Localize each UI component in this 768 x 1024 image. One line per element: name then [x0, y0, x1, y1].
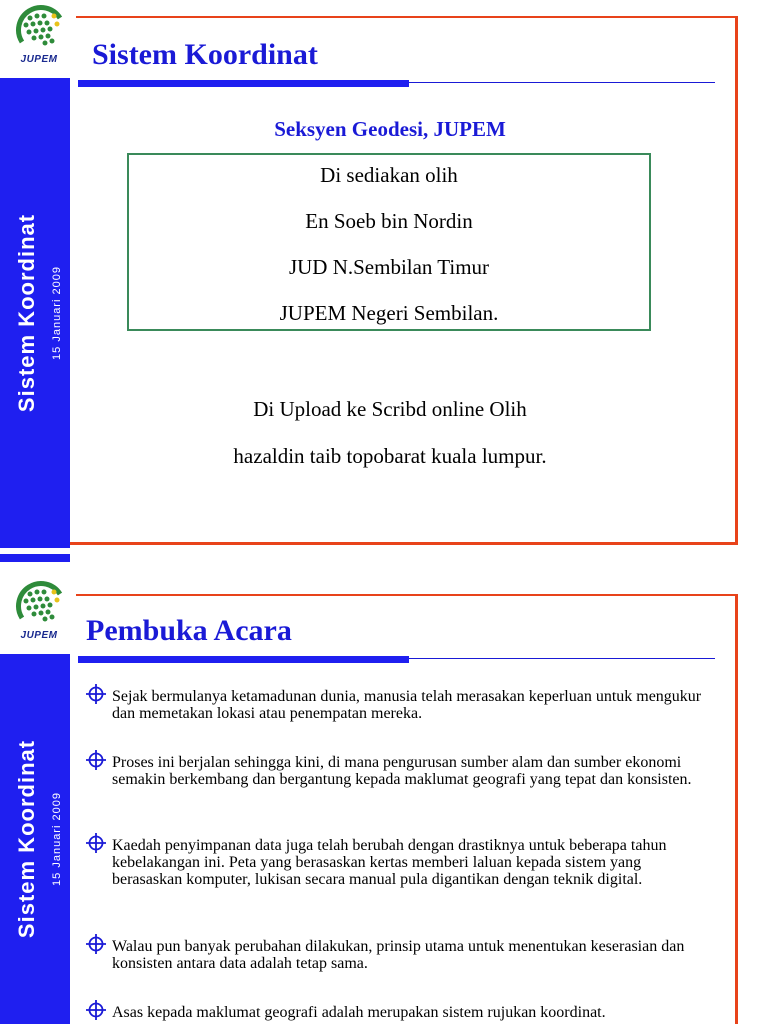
- frame-top: [76, 594, 738, 596]
- jupem-logo: [10, 4, 68, 70]
- page-title: Sistem Koordinat: [92, 38, 318, 71]
- section-title: Pembuka Acara: [86, 614, 292, 647]
- sidebar-title: Sistem Koordinat: [14, 739, 39, 939]
- upload-line: hazaldin taib topobarat kuala lumpur.: [233, 444, 547, 468]
- frame-right: [735, 16, 738, 544]
- globe-dots-icon: [10, 4, 68, 54]
- crosshair-bullet-icon: [86, 1000, 106, 1020]
- crosshair-bullet-icon: [86, 833, 106, 853]
- crosshair-bullet-icon: [86, 750, 106, 770]
- bullet-text: Sejak bermulanya ketamadunan dunia, manusia telah merasakan keperluan untuk mengukur dan memetakan lokasi atau penempatan mereka.: [112, 688, 702, 722]
- bullet-text: Kaedah penyimpanan data juga telah berubah dengan drastiknya untuk beberapa tahun kebelakangan ini. Peta yang berasaskan kertas memberi laluan kepada sistem yang berasaskan komputer, lukisan secara manual pula digantikan dengan teknik digital.: [112, 837, 667, 888]
- bullet-text: Asas kepada maklumat geografi adalah merupakan sistem rujukan koordinat.: [112, 1004, 606, 1021]
- upload-line: Di Upload ke Scribd online Olih: [253, 397, 527, 421]
- sidebar: [0, 78, 70, 548]
- sidebar-date: 15 Januari 2009: [51, 792, 63, 886]
- credit-line: En Soeb bin Nordin: [305, 209, 473, 233]
- globe-dots-icon: [10, 580, 68, 630]
- logo-text: JUPEM: [20, 630, 58, 641]
- title-rule-thick: [78, 656, 409, 663]
- title-rule-thin: [409, 82, 715, 83]
- logo-text: JUPEM: [20, 54, 58, 65]
- bullet-text: Walau pun banyak perubahan dilakukan, prinsip utama untuk menentukan keserasian dan konsisten antara data adalah tetap sama.: [112, 938, 685, 972]
- crosshair-bullet-icon: [86, 684, 106, 704]
- jupem-logo: [10, 580, 68, 646]
- credit-line: JUPEM Negeri Sembilan.: [279, 301, 499, 325]
- title-rule-thin: [409, 658, 715, 659]
- frame-right: [735, 594, 738, 1024]
- frame-bottom: [70, 542, 738, 545]
- title-rule-thick: [78, 80, 409, 87]
- credit-line: JUD N.Sembilan Timur: [288, 255, 490, 279]
- sidebar-title: Sistem Koordinat: [14, 213, 39, 413]
- crosshair-bullet-icon: [86, 934, 106, 954]
- credit-box: [127, 153, 651, 331]
- credit-line: Di sediakan olih: [320, 163, 458, 187]
- organization-name: Seksyen Geodesi, JUPEM: [274, 117, 506, 141]
- frame-top: [76, 16, 738, 18]
- sidebar: [0, 654, 70, 1024]
- bullet-text: Proses ini berjalan sehingga kini, di mana pengurusan sumber alam dan sumber ekonomi semakin berkembang dan bergantung kepada maklumat geografi yang tepat dan konsisten.: [112, 754, 692, 788]
- slide-separator: [0, 548, 768, 574]
- sidebar-date: 15 Januari 2009: [51, 266, 63, 360]
